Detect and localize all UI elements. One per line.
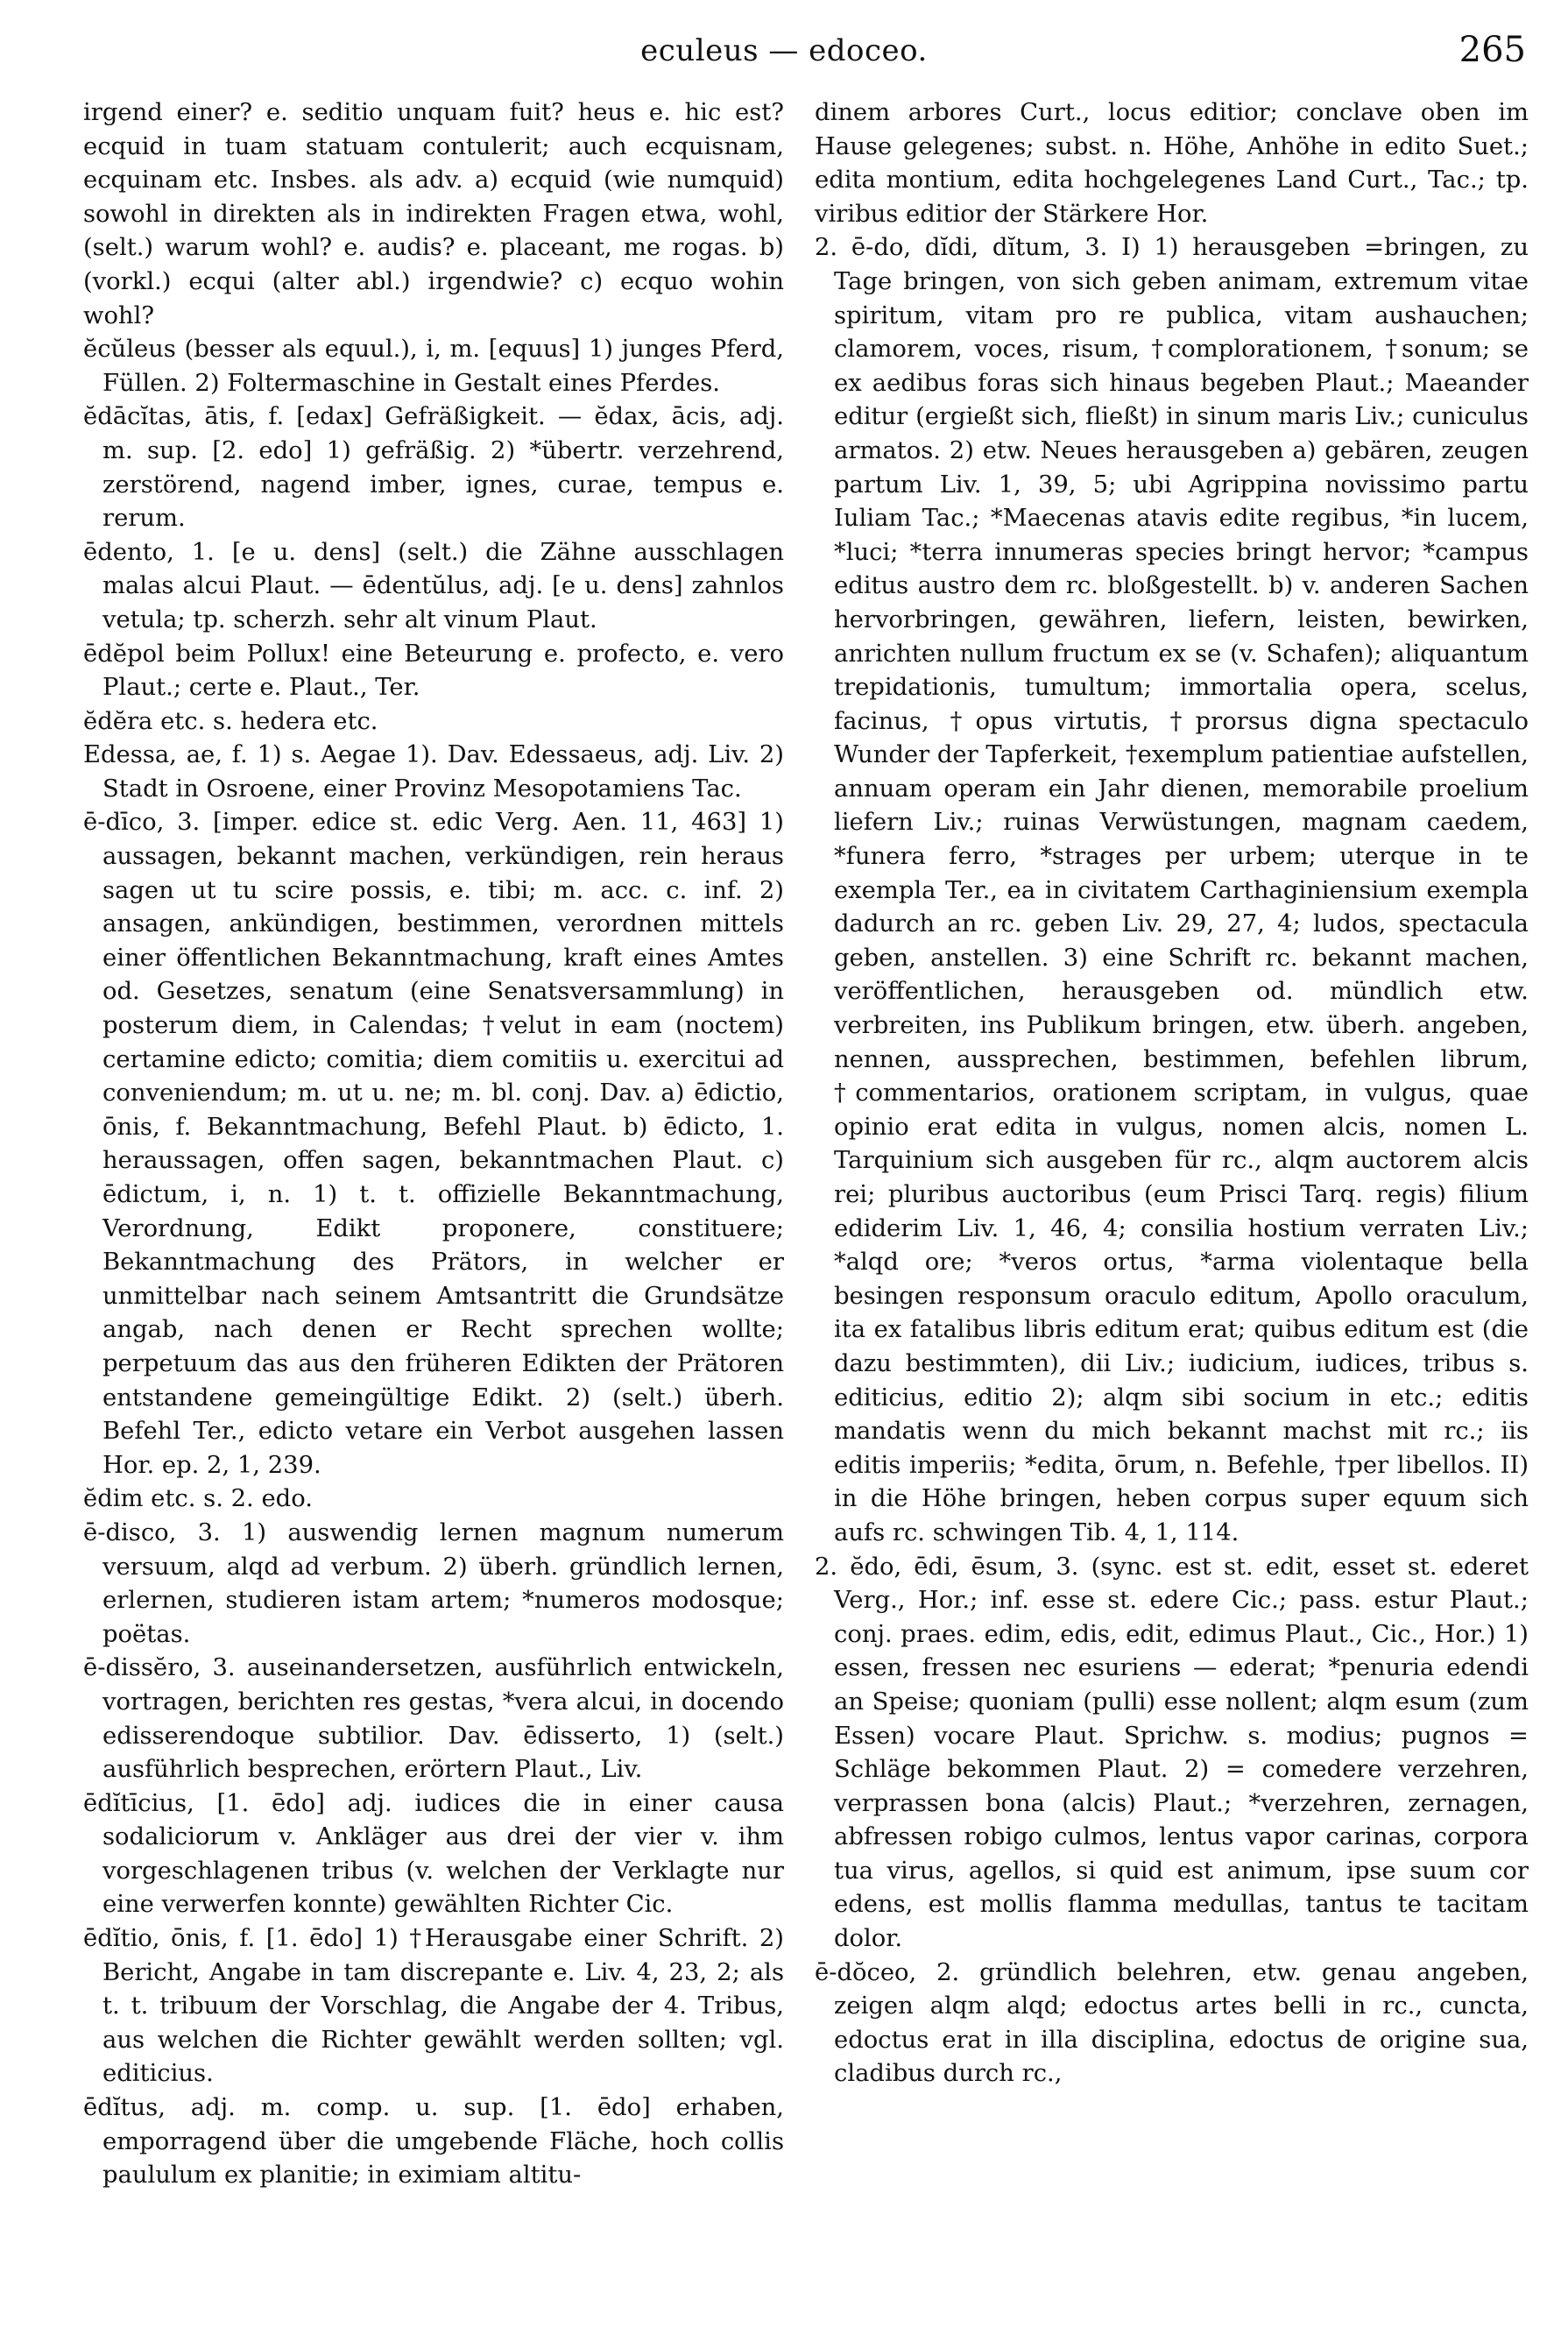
entry-editio: ēdĭtio, ōnis, f. [1. ēdo] 1) †Herausgabe einer Schrift. 2) Bericht, Angabe in tam discrepante e. Liv. 4, 23, 2; als t. t. tribuum der Vorschlag, die Angabe der 4. Tribus, aus welchen die Richter gewählt werden sollten; vgl. editicius. bbox=[83, 1925, 784, 2088]
entry-edento: ēdento, 1. [e u. dens] (selt.) die Zähne ausschlagen malas alcui Plaut. — ēdentŭlus, adj. [e u. dens] zahnlos vetula; tp. scherzh. sehr alt vinum Plaut. bbox=[83, 538, 784, 633]
entry-editus-continuation: dinem arbores Curt., locus editior; conclave oben im Hause gelegenes; subst. n. Höhe, Anhöhe in edito Suet.; edita montium, edita hochgelegenes Land Curt., Tac.; tp. viribus editior der Stärkere Hor. bbox=[815, 99, 1529, 228]
dictionary-columns bbox=[83, 96, 1529, 2304]
entry-edepol: ēdĕpol beim Pollux! eine Beteurung e. profecto, e. vero Plaut.; certe e. Plaut., Ter. bbox=[83, 640, 784, 702]
page-header bbox=[0, 18, 1568, 70]
entry-edessa: Edessa, ae, f. 1) s. Aegae 1). Dav. Edessaeus, adj. Liv. 2) Stadt in Osroene, einer Provinz Mesopotamiens Tac. bbox=[83, 741, 784, 803]
right-column bbox=[815, 96, 1529, 2304]
entry-edera: ĕdĕra etc. s. hedera etc. bbox=[83, 707, 378, 735]
entry-edim: ĕdim etc. s. 2. edo. bbox=[83, 1485, 313, 1513]
entry-edo-2: 2. ĕdo, ēdi, ēsum, 3. (sync. est st. edit, esset st. ederet Verg., Hor.; inf. esse st. edere Cic.; pass. estur Plaut.; conj. praes. edim, edis, edit, edimus Plaut., Cic., Hor.) 1) essen, fressen nec esuriens — ederat; *penuria edendi an Speise; quoniam (pulli) esse nollent; alqm esum (zum Essen) vocare Plaut. Sprichw. s. modius; pugnos = Schläge bekommen Plaut. 2) = comedere verzehren, verprassen bona (alcis) Plaut.; *verzehren, zernagen, abfressen robigo culmos, lentus vapor carinas, corpora tua virus, agellos, si quid est animum, ipse suum cor edens, est mollis flamma medullas, tantus te tacitam dolor. bbox=[815, 1553, 1529, 1953]
running-head: eculeus — edoceo. bbox=[640, 33, 928, 68]
entry-edisco: ē-disco, 3. 1) auswendig lernen magnum numerum versuum, alqd ad verbum. 2) überh. gründlich lernen, erlernen, studieren istam artem; *numeros modosque; poëtas. bbox=[83, 1518, 784, 1648]
entry-editicius: ēdĭtīcius, [1. ēdo] adj. iudices die in einer causa sodaliciorum v. Ankläger aus drei der vier v. ihm vorgeschlagenen tribus (v. welchen der Verklagte nur eine verwerfen konnte) gewählten Richter Cic. bbox=[83, 1789, 784, 1919]
entry-edoceo: ē-dŏceo, 2. gründlich belehren, etw. genau angeben, zeigen alqm alqd; edoctus artes belli in rc., cuncta, edoctus erat in illa disciplina, edoctus de origine sua, cladibus durch rc., bbox=[815, 1958, 1529, 2088]
left-column bbox=[83, 96, 784, 2304]
entry-edico: ē-dīco, 3. [imper. edice st. edic Verg. Aen. 11, 463] 1) aussagen, bekannt machen, verkündigen, rein heraus sagen ut tu scire possis, e. tibi; m. acc. c. inf. 2) ansagen, ankündigen, bestimmen, verordnen mittels einer öffentlichen Bekanntmachung, kraft eines Amtes od. Gesetzes, senatum (eine Senatsversammlung) in posterum diem, in Calendas; †velut in eam (noctem) certamine edicto; comitia; diem comitiis u. exercitui ad conveniendum; m. ut u. ne; m. bl. conj. Dav. a) ēdictio, ōnis, f. Bekanntmachung, Befehl Plaut. b) ēdicto, 1. heraussagen, offen sagen, bekanntmachen Plaut. c) ēdictum, i, n. 1) t. t. offizielle Bekanntmachung, Verordnung, Edikt proponere, constituere; Bekanntmachung des Prätors, in welcher er unmittelbar nach seinem Amtsantritt die Grundsätze angab, nach denen er Recht sprechen wollte; perpetuum das aus den früheren Edikten der Prätoren entstandene gemeingültige Edikt. 2) (selt.) überh. Befehl Ter., edicto vetare ein Verbot ausgehen lassen Hor. ep. 2, 1, 239. bbox=[83, 809, 784, 1479]
entry-eculeus: ĕcŭleus (besser als equul.), i, m. [equus] 1) junges Pferd, Füllen. 2) Foltermaschine in Gestalt eines Pferdes. bbox=[83, 336, 784, 397]
entry-edacitas: ĕdācĭtas, ātis, f. [edax] Gefräßigkeit. — ĕdax, ācis, adj. m. sup. [2. edo] 1) gefräßig. 2) *übertr. verzehrend, zerstörend, nagend imber, ignes, curae, tempus e. rerum. bbox=[83, 403, 784, 533]
page-number: 265 bbox=[1459, 30, 1526, 70]
entry-continuation: irgend einer? e. seditio unquam fuit? heus e. hic est? ecquid in tuam statuam contulerit; auch ecquisnam, ecquinam etc. Insbes. als adv. a) ecquid (wie numquid) sowohl in direkten als in indirekten Fragen etwa, wohl, (selt.) warum wohl? e. audis? e. placeant, me rogas. b) (vorkl.) ecqui (alter abl.) irgendwie? c) ecquo wohin wohl? bbox=[83, 99, 784, 329]
entry-edo-1: 2. ē-do, dĭdi, dĭtum, 3. I) 1) herausgeben =bringen, zu Tage bringen, von sich geben animam, extremum vitae spiritum, vitam pro re publica, vitam aushauchen; clamorem, voces, risum, †complorationem, †sonum; se ex aedibus foras sich hinaus begeben Plaut.; Maeander editur (ergießt sich, fließt) in sinum maris Liv.; cuniculus armatos. 2) etw. Neues herausgeben a) gebären, zeugen partum Liv. 1, 39, 5; ubi Agrippina novissimo partu Iuliam Tac.; *Maecenas atavis edite regibus, *in lucem, *luci; *terra innumeras species bringt hervor; *campus editus austro dem rc. bloßgestellt. b) v. anderen Sachen hervorbringen, gewähren, liefern, leisten, bewirken, anrichten nullum fructum ex se (v. Schafen); aliquantum trepidationis, tumultum; immortalia opera, scelus, facinus, †opus virtutis, †prorsus digna spectaculo Wunder der Tapferkeit, †exemplum patientiae aufstellen, annuam operam ein Jahr dienen, memorabile proelium liefern Liv.; ruinas Verwüstungen, magnam caedem, *funera ferro, *strages per urbem; uterque in te exempla Ter., ea in civitatem Carthaginiensium exempla dadurch an rc. geben Liv. 29, 27, 4; ludos, spectacula geben, anstellen. 3) eine Schrift rc. bekannt machen, veröffentlichen, herausgeben od. mündlich etw. verbreiten, ins Publikum bringen, etw. überh. angeben, nennen, aussprechen, bestimmen, befehlen librum, †commentarios, orationem scriptam, in vulgus, quae opinio erat edita in vulgus, nomen alcis, nomen L. Tarquinium sich ausgeben für rc., alqm auctorem alcis rei; pluribus auctoribus (eum Prisci Tarq. regis) filium ediderim Liv. 1, 46, 4; consilia hostium verraten Liv.; *alqd ore; *veros ortus, *arma violentaque bella besingen responsum oraculo editum, Apollo oraculum, ita ex fatalibus libris editum erat; quibus editum est (die dazu bestimmten), dii Liv.; iudicium, iudices, tribus s. editicius, editio 2); alqm sibi socium in etc.; editis mandatis wenn du mich bekannt machst mit rc.; iis editis imperiis; *edita, ōrum, n. Befehle, †per libellos. II) in die Höhe bringen, heben corpus super equum sich aufs rc. schwingen Tib. 4, 1, 114. bbox=[815, 234, 1529, 1546]
entry-edissero: ē-dissĕro, 3. auseinandersetzen, ausführlich entwickeln, vortragen, berichten res gestas, *vera alcui, in docendo edisserendoque subtilior. Dav. ēdisserto, 1) (selt.) ausführlich besprechen, erörtern Plaut., Liv. bbox=[83, 1654, 784, 1784]
entry-editus: ēdĭtus, adj. m. comp. u. sup. [1. ēdo] erhaben, emporragend über die umgebende Fläche, hoch collis paululum ex planitie; in eximiam altitu- bbox=[83, 2094, 784, 2190]
